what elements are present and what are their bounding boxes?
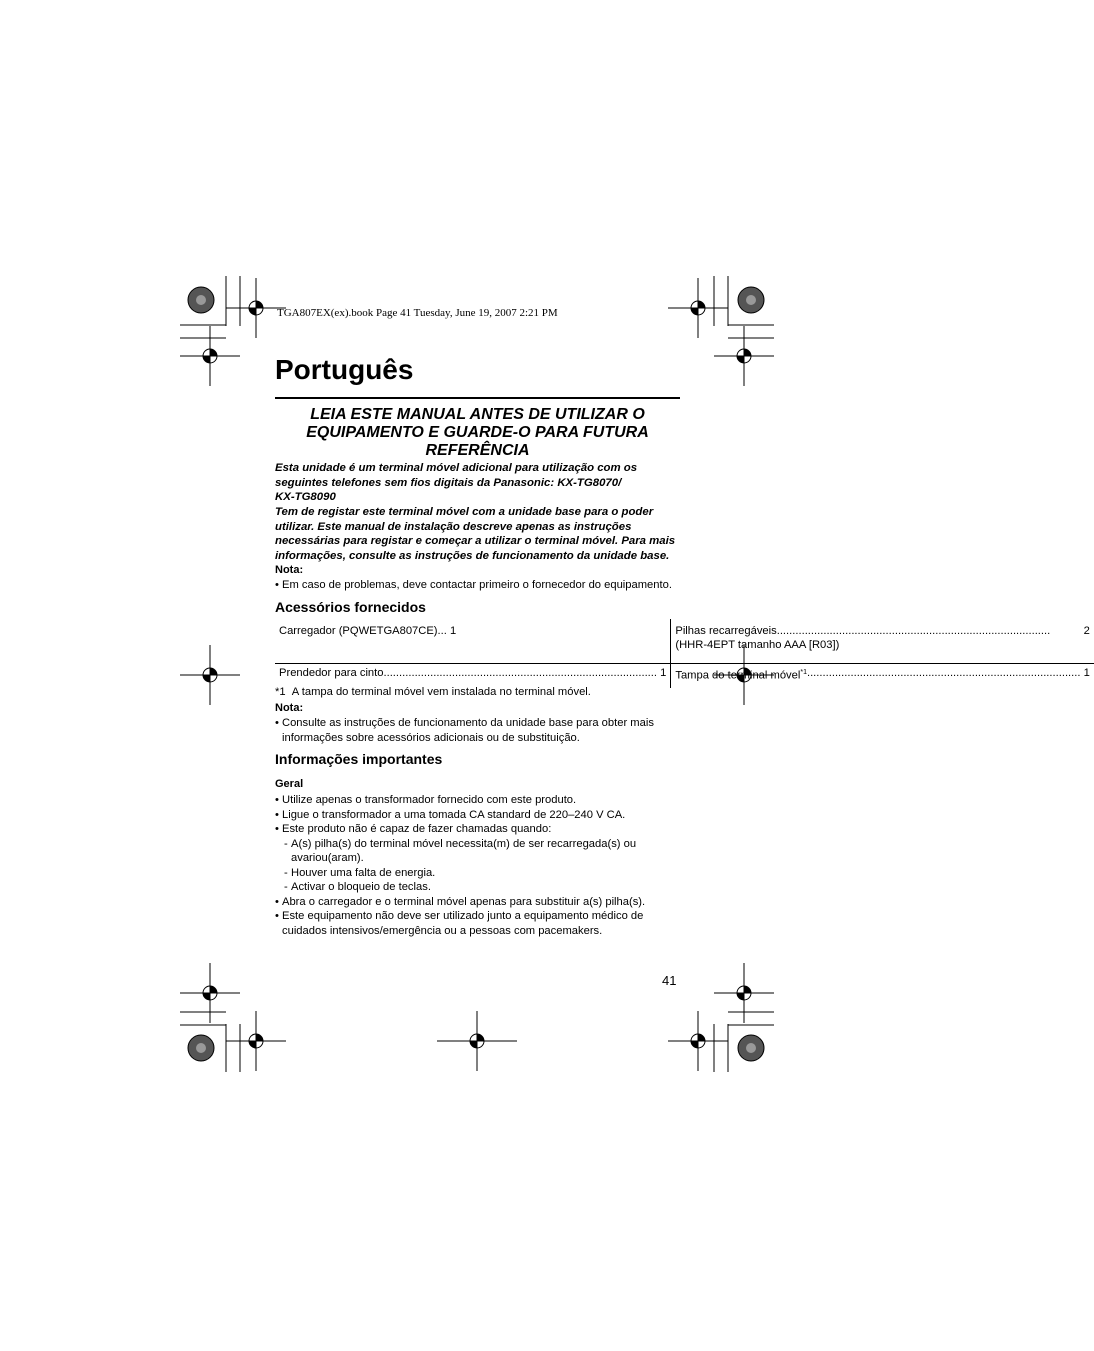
accessory-qty: 1 (1083, 667, 1090, 679)
registration-paragraph (275, 505, 680, 563)
accessories-heading: Acessórios fornecidos (275, 599, 426, 615)
intro-paragraph (275, 461, 680, 505)
registration-crosshair (714, 963, 774, 1023)
title-rule (275, 397, 680, 399)
page-number: 41 (662, 973, 677, 988)
accessory-subnote: (HHR-4EPT tamanho AAA [R03]) (675, 639, 840, 651)
footnote-text: A tampa do terminal móvel vem instalada no terminal móvel. (291, 686, 591, 698)
list-item: - A(s) pilha(s) do terminal móvel necessita(m) de ser recarregada(s) ou avariou(aram). (275, 837, 685, 866)
footnote-mark: *1 (275, 686, 286, 698)
note-list (275, 716, 685, 745)
book-header-line: TGA807EX(ex).book Page 41 Tuesday, June 19, 2007 2:21 PM (277, 307, 558, 319)
main-heading-line: REFERÊNCIA (425, 442, 530, 459)
registration-crosshair (668, 1011, 728, 1071)
main-heading-line: LEIA ESTE MANUAL ANTES DE UTILIZAR O (310, 406, 645, 423)
registration-starburst-bottom-left (188, 1035, 214, 1061)
registration-starburst-top-left (188, 287, 214, 313)
list-item: - Activar o bloqueio de teclas. (275, 880, 685, 895)
accessory-name: Pilhas recarregáveis (675, 625, 777, 637)
list-item: • Consulte as instruções de funcionamento da unidade base para obter mais informações sobre acessórios adicionais ou de substituição. (275, 716, 685, 745)
accessory-qty: 1 (449, 625, 457, 637)
accessory-name: Prendedor para cinto (279, 667, 384, 679)
intro-line: utilizar. Este manual de instalação descreve apenas as instruções (275, 520, 632, 533)
accessory-qty: 1 (660, 667, 667, 679)
list-item: • Ligue o transformador a uma tomada CA standard de 220–240 V CA. (275, 808, 685, 823)
accessory-cell (671, 619, 1094, 664)
accessory-qty: 2 (1083, 625, 1090, 637)
note-label: Nota: (275, 564, 304, 576)
important-list (275, 793, 685, 938)
note-text: • Em caso de problemas, deve contactar primeiro o fornecedor do equipamento. (275, 579, 672, 591)
intro-line: KX-TG8090 (275, 491, 336, 503)
main-heading-line: EQUIPAMENTO E GUARDE-O PARA FUTURA (306, 424, 649, 441)
footnote-ref: *1 (800, 669, 807, 676)
list-item: • Utilize apenas o transformador fornecido com este produto. (275, 793, 685, 808)
language-title: Português (275, 354, 414, 385)
accessory-cell (671, 664, 1094, 689)
list-item: • Este produto não é capaz de fazer chamadas quando: (275, 822, 685, 837)
accessory-item (279, 666, 666, 680)
intro-line: Esta unidade é um terminal móvel adicional para utilização com os (275, 462, 638, 474)
registration-crosshair (226, 1011, 286, 1071)
accessory-dots: ... (437, 625, 447, 637)
note-label: Nota: (275, 702, 304, 714)
accessory-item (675, 624, 1089, 638)
main-heading (275, 406, 680, 460)
registration-crosshair (180, 645, 240, 705)
accessories-table (275, 619, 1094, 688)
intro-line: necessárias para registar e começar a utilizar o terminal móvel. Para mais (275, 535, 676, 547)
registration-crosshair (180, 963, 240, 1023)
list-item: - Houver uma falta de energia. (275, 866, 685, 881)
accessory-name: Tampa do terminal móvel$^{*1}$ (675, 669, 807, 682)
accessory-cell (275, 619, 671, 664)
accessory-name: Carregador (PQWETGA807CE) (279, 625, 438, 637)
accessories-footnote (275, 685, 591, 700)
registration-crosshair (714, 326, 774, 386)
intro-line: seguintes telefones sem fios digitais da Panasonic: KX-TG8070/ (275, 476, 622, 489)
registration-crosshair (180, 326, 240, 386)
list-item: • Este equipamento não deve ser utilizado junto a equipamento médico de cuidados intensivos/emergência ou a pessoas com pacemakers. (275, 909, 685, 938)
list-item: • Abra o carregador e o terminal móvel apenas para substituir a(s) pilha(s). (275, 895, 685, 910)
intro-line: informações, consulte as instruções de funcionamento da unidade base. (275, 549, 670, 562)
accessory-item (279, 624, 666, 638)
intro-line: Tem de registar este terminal móvel com a unidade base para o poder (275, 506, 654, 518)
registration-starburst-top-right (738, 287, 764, 313)
general-subheading: Geral (275, 778, 304, 790)
accessory-item (675, 666, 1089, 683)
registration-starburst-bottom-right (738, 1035, 764, 1061)
important-info-heading: Informações importantes (275, 751, 443, 767)
registration-crosshair (668, 278, 728, 338)
